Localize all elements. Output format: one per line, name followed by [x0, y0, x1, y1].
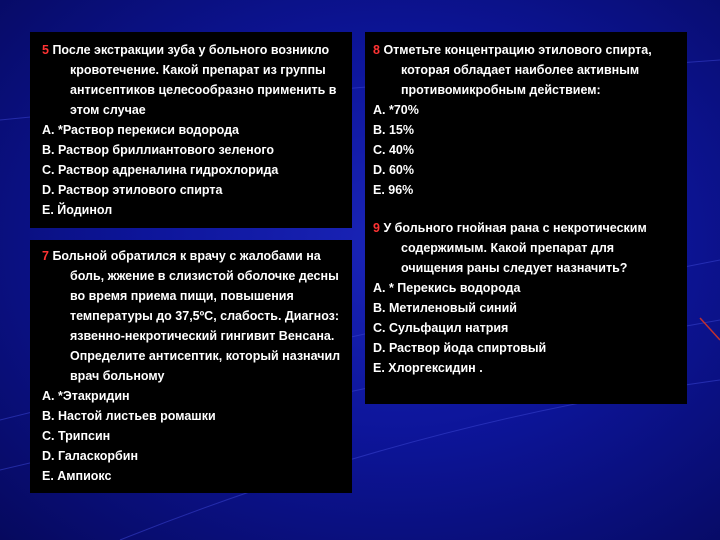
question-5-number: 5: [42, 43, 49, 57]
question-8-option-a: A. *70%: [373, 103, 419, 117]
question-8-text: Отметьте концентрацию этилового спирта, которая обладает наиболее активным противомикробным действием:: [383, 43, 652, 97]
question-7-option-a: A. *Этакридин: [42, 389, 130, 403]
question-9-option-d: D. Раствор йода спиртовый: [373, 341, 547, 355]
question-7-option-c: C. Трипсин: [42, 429, 111, 443]
question-9-option-a: A. * Перекись водорода: [373, 281, 521, 295]
question-7-number: 7: [42, 249, 49, 263]
question-5-stem: [42, 40, 342, 120]
question-5-option-e: E. Йодинол: [42, 203, 113, 217]
question-8-stem: [373, 40, 677, 100]
question-7-option-d: D. Галаскорбин: [42, 449, 139, 463]
question-7-option-b: B. Настой листьев ромашки: [42, 409, 216, 423]
question-8-number: 8: [373, 43, 380, 57]
questions-8-9-panel: [365, 32, 687, 404]
question-5-option-b: B. Раствор бриллиантового зеленого: [42, 143, 275, 157]
question-9-option-b: B. Метиленовый синий: [373, 301, 517, 315]
question-7-text: Больной обратился к врачу с жалобами на боль, жжение в слизистой оболочке десны во время приема пищи, повышения температуры до 37,5ºС, слабость. Диагноз: язвенно-некротический гингивит Венсана. Определите антисептик, который назначил врач больному: [52, 249, 341, 383]
question-8-option-b: B. 15%: [373, 123, 414, 137]
question-5-panel: [30, 32, 352, 228]
question-8-option-c: C. 40%: [373, 143, 414, 157]
question-9-text: У больного гнойная рана с некротическим содержимым. Какой препарат для очищения раны следует назначить?: [383, 221, 647, 275]
question-9-option-c: C. Сульфацил натрия: [373, 321, 509, 335]
question-5-option-a: A. *Раствор перекиси водорода: [42, 123, 239, 137]
question-9-stem: [373, 218, 677, 278]
question-5-option-d: D. Раствор этилового спирта: [42, 183, 223, 197]
question-spacer: [373, 200, 677, 218]
question-5-option-c: C. Раствор адреналина гидрохлорида: [42, 163, 279, 177]
question-7-panel: [30, 240, 352, 493]
question-9-option-e: E. Хлоргексидин .: [373, 361, 483, 375]
question-9-number: 9: [373, 221, 380, 235]
question-8-option-d: D. 60%: [373, 163, 414, 177]
question-8-option-e: E. 96%: [373, 183, 414, 197]
question-7-stem: [42, 246, 342, 386]
question-7-option-e: E. Ампиокс: [42, 469, 112, 483]
question-5-text: После экстракции зуба у больного возникло кровотечение. Какой препарат из группы антисептиков целесообразно применить в этом случае: [52, 43, 337, 117]
